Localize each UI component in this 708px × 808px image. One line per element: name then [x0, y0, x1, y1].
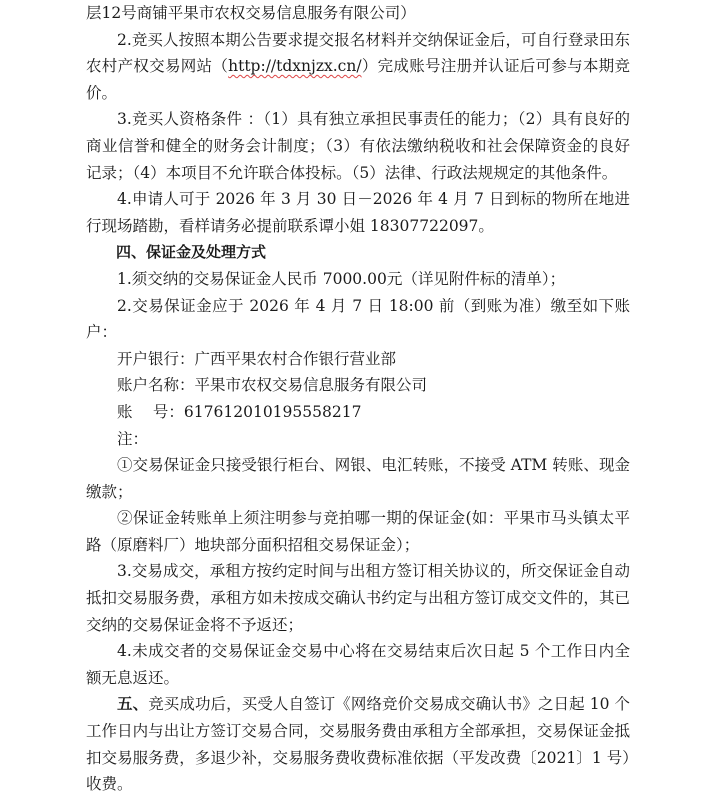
section-five-heading: 五、	[117, 694, 149, 714]
note-item-1: ①交易保证金只接受银行柜台、网银、电汇转账，不接受 ATM 转账、现金缴款；	[86, 456, 630, 501]
note-label: 注：	[117, 429, 149, 448]
paragraph-site-visit: 4.申请人可于 2026 年 3 月 30 日－2026 年 4 月 7 日到标的物所在地进行现场踏勘，看样请务必提前联系谭小姐 18307722097。	[86, 190, 631, 235]
website-link[interactable]: http://tdxnjzx.cn/	[228, 57, 362, 76]
paragraph-deal-done: 3.交易成交，承租方按约定时间与出租方签订相关协议的，所交保证金自动抵扣交易服务费，承租方如未按成交确认书约定与出租方签订成交文件的，其已交纳的交易保证金将不予返还；	[86, 562, 630, 634]
note-item-2: ②保证金转账单上须注明参与竞拍哪一期的保证金(如：平果市马头镇太平路（原磨料厂）地块部分面积招租交易保证金）；	[86, 509, 630, 554]
section-heading-deposit: 四、保证金及处理方式	[116, 243, 267, 262]
registration-text-b: ）完成账号注册并认证后可参与本期竞价。	[86, 57, 630, 102]
registration-text-a: 2.竞买人按照本期公告要求提交报名材料并交纳保证金后，可自行登录田东农村产权交易网站（	[86, 30, 630, 76]
paragraph-registration	[86, 27, 630, 107]
paragraph-section-five	[86, 691, 630, 797]
paragraph-deposit-amount: 1.须交纳的交易保证金人民币 7000.00元（详见附件标的清单）；	[117, 269, 566, 288]
paragraph-deposit-deadline: 2.交易保证金应于 2026 年 4 月 7 日 18:00 前（到账为准）缴至如下账户：	[86, 296, 630, 342]
account-number-line: 账 号：617612010195558217	[117, 402, 362, 421]
bank-name-line: 开户银行：广西平果农村合作银行营业部	[117, 349, 397, 368]
paragraph-qualifications: 3.竞买人资格条件 ：（1）具有独立承担民事责任的能力；（2）具有良好的商业信誉和健全的财务会计制度；（3）有依法缴纳税收和社会保障资金的良好记录；（4）本项目不允许联合体投标。（5）法律、行政法规规定的其他条件。	[86, 110, 630, 182]
paragraph-refund: 4.未成交者的交易保证金交易中心将在交易结束后次日起 5 个工作日内全额无息返还。	[86, 642, 630, 687]
section-five-body: 竞买成功后，买受人自签订《网络竞价交易成交确认书》之日起 10 个工作日内与出让方签订交易合同，交易服务费由承租方全部承担，交易保证金抵扣交易服务费，多退少补，交易服务费收费标准依据（平发改费〔2021〕1 号）收费。	[86, 695, 630, 794]
paragraph-location-tail: 层12号商铺平果市农权交易信息服务有限公司）	[86, 4, 416, 22]
account-name-line: 账户名称：平果市农权交易信息服务有限公司	[117, 376, 428, 395]
announcement-document	[86, 0, 630, 798]
